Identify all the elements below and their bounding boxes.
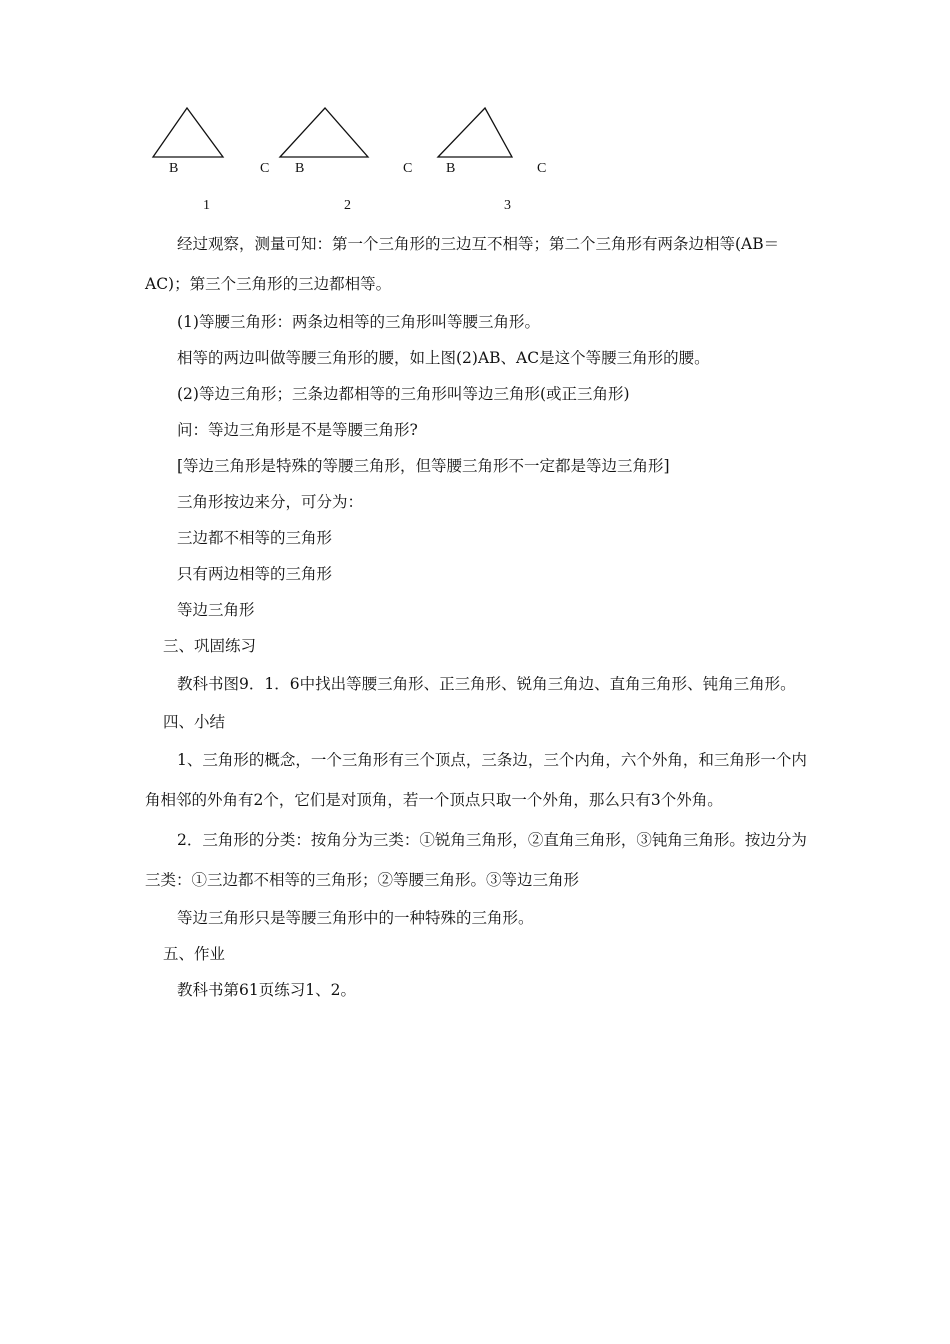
- paragraph-scalene: 三边都不相等的三角形: [177, 529, 333, 547]
- section-heading-practice: 三、巩固练习: [163, 637, 257, 655]
- paragraph-classification-intro: 三角形按边来分，可分为：: [177, 493, 364, 511]
- paragraph-homework: 教科书第61页练习1、2。: [177, 981, 356, 999]
- paragraph-summary-equilateral: 等边三角形只是等腰三角形中的一种特殊的三角形。: [177, 909, 534, 927]
- section-heading-summary: 四、小结: [163, 713, 226, 731]
- triangle-2-number: 2: [344, 198, 351, 213]
- paragraph-practice: 教科书图9．1．6中找出等腰三角形、正三角形、锐角三角边、直角三角形、钝角三角形。: [177, 675, 796, 693]
- triangle-1-number: 1: [203, 198, 210, 213]
- paragraph-equilateral-definition: (2)等边三角形；三条边都相等的三角形叫等边三角形(或正三角形): [177, 385, 630, 403]
- triangle-3-number: 3: [504, 198, 511, 213]
- paragraph-question: 问：等边三角形是不是等腰三角形?: [177, 421, 418, 439]
- triangle-1-vertex-c: C: [260, 161, 270, 176]
- triangle-figure: [140, 95, 580, 225]
- triangle-3: [438, 108, 512, 157]
- triangle-2: [280, 108, 368, 157]
- paragraph-observation: 经过观察，测量可知：第一个三角形的三边互不相等；第二个三角形有两条边相等(AB＝AC)；第三个三角形的三边都相等。: [145, 235, 780, 293]
- paragraph-summary-concept: 1、三角形的概念，一个三角形有三个顶点，三条边，三个内角，六个外角，和三角形一个内角相邻的外角有2个，它们是对顶角，若一个顶点只取一个外角，那么只有3个外角。: [145, 751, 807, 809]
- paragraph-answer: [等边三角形是特殊的等腰三角形，但等腰三角形不一定都是等边三角形]: [177, 457, 670, 475]
- paragraph-legs: 相等的两边叫做等腰三角形的腰，如上图(2)AB、AC是这个等腰三角形的腰。: [177, 349, 710, 367]
- document-body: [145, 224, 810, 1008]
- paragraph-two-equal-sides: 只有两边相等的三角形: [177, 565, 333, 583]
- triangle-2-vertex-b: B: [295, 161, 305, 176]
- paragraph-equilateral: 等边三角形: [177, 601, 255, 619]
- triangle-1-vertex-b: B: [169, 161, 179, 176]
- paragraph-isosceles-definition: (1)等腰三角形：两条边相等的三角形叫等腰三角形。: [177, 313, 540, 331]
- paragraph-summary-classification: 2．三角形的分类：按角分为三类：①锐角三角形，②直角三角形，③钝角三角形。按边分为三类：①三边都不相等的三角形；②等腰三角形。③等边三角形: [145, 831, 807, 889]
- triangle-3-vertex-c: C: [537, 161, 547, 176]
- triangle-2-vertex-c: C: [403, 161, 413, 176]
- section-heading-homework: 五、作业: [163, 945, 226, 963]
- triangle-3-vertex-b: B: [446, 161, 456, 176]
- triangle-1: [153, 108, 223, 157]
